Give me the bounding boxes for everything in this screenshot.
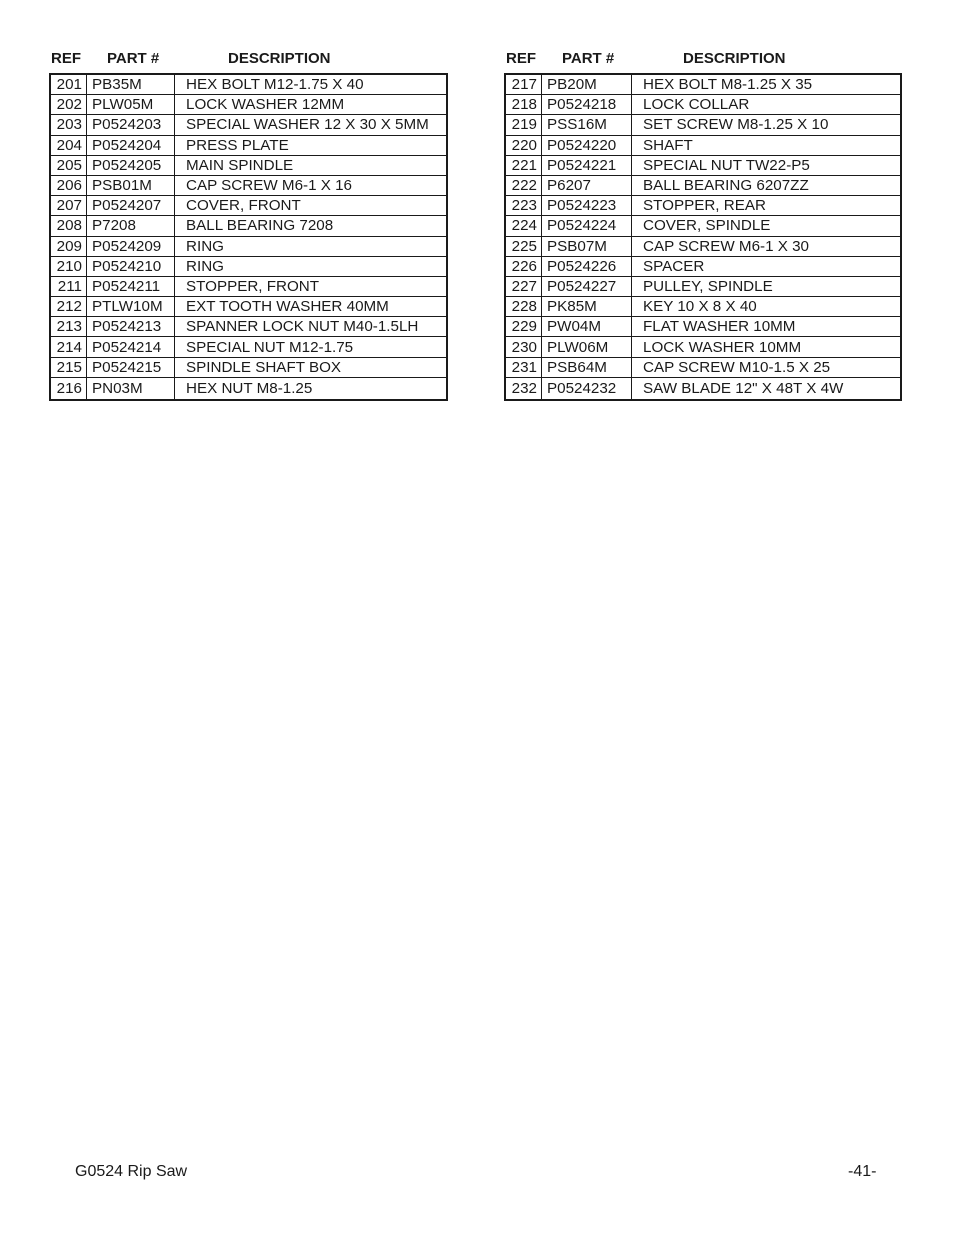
description-cell: HEX NUT M8-1.25	[186, 379, 313, 397]
ref-cell: 209	[50, 236, 87, 256]
description-cell: PRESS PLATE	[175, 135, 448, 155]
part-number-cell: P0524232	[542, 377, 632, 400]
ref-cell: 230	[505, 337, 542, 357]
part-number-cell: P0524205	[87, 155, 175, 175]
footer-page-number: -41-	[848, 1163, 877, 1180]
description-cell: PULLEY, SPINDLE	[632, 276, 902, 296]
table-row	[50, 175, 447, 195]
description-cell: COVER, SPINDLE	[632, 216, 902, 236]
table-row	[505, 276, 901, 296]
part-number-cell: P0524207	[87, 196, 175, 216]
ref-cell: 208	[50, 216, 87, 236]
part-number-cell: PLW06M	[542, 337, 632, 357]
part-number-cell: PW04M	[542, 317, 632, 337]
table-row	[505, 317, 901, 337]
ref-cell: 228	[505, 297, 542, 317]
table-row	[505, 357, 901, 377]
part-number-cell: P0524203	[87, 115, 175, 135]
description-cell: SAW BLADE 12" X 48T X 4W	[643, 379, 844, 397]
part-number-cell: P7208	[87, 216, 175, 236]
table-row	[505, 256, 901, 276]
ref-cell: 219	[505, 115, 542, 135]
part-number-cell: PB35M	[87, 74, 175, 95]
table-row	[50, 297, 447, 317]
table-row	[505, 115, 901, 135]
description-cell: CAP SCREW M6-1 X 16	[175, 175, 448, 195]
ref-cell: 220	[505, 135, 542, 155]
part-number-cell: P0524224	[542, 216, 632, 236]
table-row	[50, 135, 447, 155]
part-number-cell: P0524221	[542, 155, 632, 175]
ref-cell: 218	[505, 95, 542, 115]
header-part-number: PART #	[562, 50, 615, 67]
description-cell: KEY 10 X 8 X 40	[632, 297, 902, 317]
table-row	[505, 377, 901, 400]
description-cell: LOCK WASHER 10MM	[632, 337, 902, 357]
parts-table-right	[504, 48, 902, 401]
header-ref: REF	[506, 50, 536, 67]
description-cell: SET SCREW M8-1.25 X 10	[632, 115, 902, 135]
description-cell: LOCK WASHER 12MM	[175, 95, 448, 115]
ref-cell: 206	[50, 175, 87, 195]
description-cell: FLAT WASHER 10MM	[632, 317, 902, 337]
ref-cell: 210	[50, 256, 87, 276]
description-cell: SPINDLE SHAFT BOX	[175, 357, 448, 377]
ref-cell: 224	[505, 216, 542, 236]
table-row	[50, 357, 447, 377]
table-row	[50, 236, 447, 256]
ref-cell: 225	[505, 236, 542, 256]
part-number-cell: P0524220	[542, 135, 632, 155]
parts-table-left	[49, 48, 448, 401]
description-cell: SPANNER LOCK NUT M40-1.5LH	[175, 317, 448, 337]
part-number-cell: P0524214	[87, 337, 175, 357]
table-row	[50, 115, 447, 135]
table-row	[505, 135, 901, 155]
table-row	[50, 317, 447, 337]
part-number-cell: P0524213	[87, 317, 175, 337]
ref-cell: 229	[505, 317, 542, 337]
table-header-left	[49, 48, 448, 73]
footer-model: G0524 Rip Saw	[75, 1163, 188, 1180]
header-description: DESCRIPTION	[228, 50, 331, 67]
table-row	[50, 95, 447, 115]
ref-cell: 227	[505, 276, 542, 296]
ref-cell: 204	[50, 135, 87, 155]
description-cell: HEX BOLT M8-1.25 X 35	[632, 74, 902, 95]
part-number-cell: PSS16M	[542, 115, 632, 135]
ref-cell: 214	[50, 337, 87, 357]
description-cell: COVER, FRONT	[175, 196, 448, 216]
part-number-cell: PK85M	[542, 297, 632, 317]
part-number-cell: PLW05M	[87, 95, 175, 115]
part-number-cell: P6207	[542, 175, 632, 195]
part-number-cell: P0524218	[542, 95, 632, 115]
part-number-cell: P0524227	[542, 276, 632, 296]
ref-cell: 215	[50, 357, 87, 377]
description-cell: SHAFT	[632, 135, 902, 155]
description-cell: MAIN SPINDLE	[175, 155, 448, 175]
part-number-cell: PSB64M	[542, 357, 632, 377]
part-number-cell: PSB07M	[542, 236, 632, 256]
ref-cell: 221	[505, 155, 542, 175]
part-number-cell: PB20M	[542, 74, 632, 95]
description-cell: BALL BEARING 7208	[175, 216, 448, 236]
ref-cell: 202	[50, 95, 87, 115]
part-number-cell: P0524223	[542, 196, 632, 216]
table-row	[505, 337, 901, 357]
table-row	[505, 74, 901, 95]
ref-cell: 231	[505, 357, 542, 377]
table-row	[505, 196, 901, 216]
table-row	[50, 216, 447, 236]
description-cell: SPECIAL NUT TW22-P5	[632, 155, 902, 175]
header-description: DESCRIPTION	[683, 50, 786, 67]
ref-cell: 216	[50, 377, 87, 400]
description-cell: BALL BEARING 6207ZZ	[632, 175, 902, 195]
header-ref: REF	[51, 50, 81, 67]
description-cell: CAP SCREW M10-1.5 X 25	[632, 357, 902, 377]
ref-cell: 205	[50, 155, 87, 175]
table-row	[505, 297, 901, 317]
part-number-cell: PTLW10M	[87, 297, 175, 317]
table-row	[50, 155, 447, 175]
ref-cell: 203	[50, 115, 87, 135]
table-header-right	[504, 48, 902, 73]
description-cell: CAP SCREW M6-1 X 30	[632, 236, 902, 256]
description-cell: HEX BOLT M12-1.75 X 40	[175, 74, 448, 95]
part-number-cell: P0524210	[87, 256, 175, 276]
table-row	[505, 95, 901, 115]
part-number-cell: P0524226	[542, 256, 632, 276]
description-cell: SPECIAL NUT M12-1.75	[175, 337, 448, 357]
description-cell: SPACER	[632, 256, 902, 276]
table-row	[50, 276, 447, 296]
description-cell: RING	[175, 256, 448, 276]
table-row	[50, 337, 447, 357]
ref-cell: 213	[50, 317, 87, 337]
ref-cell: 201	[50, 74, 87, 95]
table-row	[505, 216, 901, 236]
part-number-cell: P0524211	[87, 276, 175, 296]
part-number-cell: PN03M	[87, 377, 175, 400]
ref-cell: 222	[505, 175, 542, 195]
description-cell: STOPPER, FRONT	[175, 276, 448, 296]
part-number-cell: P0524209	[87, 236, 175, 256]
parts-grid-right	[504, 73, 902, 401]
table-row	[50, 74, 447, 95]
table-row	[50, 196, 447, 216]
description-cell: STOPPER, REAR	[632, 196, 902, 216]
part-number-cell: P0524215	[87, 357, 175, 377]
table-row	[50, 377, 447, 400]
table-row	[505, 155, 901, 175]
parts-grid-left	[49, 73, 448, 401]
description-cell: EXT TOOTH WASHER 40MM	[175, 297, 448, 317]
description-cell: RING	[175, 236, 448, 256]
ref-cell: 217	[505, 74, 542, 95]
header-part-number: PART #	[107, 50, 160, 67]
ref-cell: 207	[50, 196, 87, 216]
ref-cell: 232	[505, 377, 542, 400]
ref-cell: 226	[505, 256, 542, 276]
description-cell: SPECIAL WASHER 12 X 30 X 5MM	[175, 115, 448, 135]
ref-cell: 212	[50, 297, 87, 317]
table-row	[505, 236, 901, 256]
ref-cell: 223	[505, 196, 542, 216]
part-number-cell: PSB01M	[87, 175, 175, 195]
part-number-cell: P0524204	[87, 135, 175, 155]
table-row	[505, 175, 901, 195]
ref-cell: 211	[50, 276, 87, 296]
table-row	[50, 256, 447, 276]
description-cell: LOCK COLLAR	[632, 95, 902, 115]
